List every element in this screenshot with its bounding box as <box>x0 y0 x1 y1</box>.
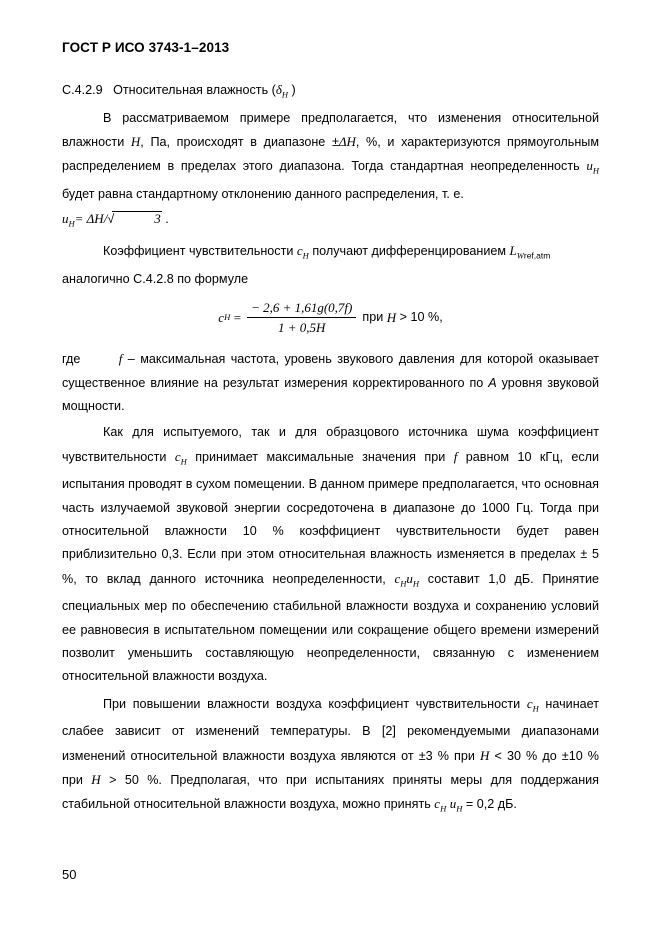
formula-cond-var: H <box>386 309 397 325</box>
p4-var-cu-u: u <box>406 570 413 586</box>
document-body <box>62 78 599 821</box>
p5-text-e: = 0,2 дБ. <box>465 797 517 812</box>
p2-var-l: L <box>509 243 517 259</box>
paragraph-3 <box>62 347 599 418</box>
p1-inline-formula <box>62 210 162 229</box>
p1-formula-slash: / <box>103 210 108 226</box>
section-heading <box>62 78 599 107</box>
p2-var-c-sub: H <box>302 250 309 261</box>
formula-cond-b: > 10 %, <box>399 309 443 324</box>
p1-text-a: В рассматриваемом примере предполагается, что изменения относительной влажности <box>62 110 599 150</box>
formula-numerator: − 2,6 + 1,61g(0,7f) <box>247 299 356 318</box>
p5-var-c-sub: H <box>532 703 539 714</box>
section-number: С.4.2.9 <box>62 83 103 97</box>
section-symbol-sub: H <box>281 89 289 100</box>
paragraph-1 <box>62 107 599 236</box>
p1-text-c: , %, и характеризуются прямоугольным распределением в пределах этого диапазона. Тогда стандартная неопределенность <box>62 135 599 174</box>
formula-ch <box>62 293 599 341</box>
p5-var-c: c <box>526 695 533 711</box>
p2-line2: аналогично С.4.2.8 по формуле <box>62 272 249 287</box>
formula-denominator: 1 + 0,5H <box>278 319 326 335</box>
p3-var-f: f <box>118 351 123 367</box>
p4-var-cu-u-sub: H <box>412 578 420 589</box>
p4-text-d: составит 1,0 дБ. Принятие специальных мер по обеспечению стабильной влажности воздуха и сохранению условий ее равновесия в испытательном помещении или сокращение общего времени измерений позволит уменьшить составляющую неопределенности, связанную с изменением относительной влажности воздуха. <box>62 571 600 684</box>
paragraph-5 <box>62 692 599 822</box>
page-number: 50 <box>62 867 77 882</box>
section-symbol: δ <box>275 82 282 97</box>
p5-var-cu-u: u <box>449 796 457 812</box>
p5-text-c: < 30 % до ±10 % при <box>62 748 600 788</box>
formula-cond-a: при <box>362 309 384 324</box>
p4-var-c-sub: H <box>180 456 187 467</box>
p1-var-h: H <box>130 134 141 150</box>
p4-text-a: Как для испытуемого, так и для образцового источника шума коэффициент чувствительности <box>62 425 599 464</box>
standard-header: ГОСТ Р ИСО 3743-1–2013 <box>62 40 230 55</box>
p5-var-cu-c: c <box>434 796 441 812</box>
paragraph-2-line-2 <box>62 268 599 291</box>
p3-text: – максимальная частота, уровень звукового давления для которой оказывает существенное влияние на результат измерения корректированного по <box>62 352 600 390</box>
p3-var-a: А <box>488 375 497 390</box>
p5-text-a: При повышении влажности воздуха коэффициент чувствительности <box>103 696 521 711</box>
p3-end: уровня звуковой мощности. <box>62 375 599 414</box>
formula-eq: = <box>233 309 242 325</box>
p1-formula-u: u <box>62 210 69 226</box>
section-title: Относительная влажность ( <box>113 83 276 97</box>
p2-var-l-sub: W <box>516 250 524 261</box>
p1-formula-three: 3 <box>112 211 162 226</box>
p5-var-h1: H <box>479 747 490 763</box>
p5-var-cu-u-sub: H <box>456 803 463 814</box>
p1-var-u-sub: H <box>592 165 600 176</box>
p1-formula-eq: = ΔH <box>74 210 104 226</box>
p4-text-b: принимает максимальные значения при <box>195 449 446 464</box>
p5-var-cu-c-sub: H <box>440 803 447 814</box>
p5-text-b: начинает слабее зависит от изменений температуры. В [2] рекомендуемыми диапазонами изменений относительной влажности воздуха являются от ±3 % при <box>62 696 600 763</box>
formula-lhs: c <box>218 309 225 325</box>
paragraph-2 <box>62 239 599 268</box>
p1-text-d: будет равна стандартному отклонению данного распределения, т. е. <box>62 187 464 202</box>
p4-var-cu-c-sub: H <box>400 578 407 589</box>
p1-formula-root: √ <box>107 211 115 226</box>
p1-text-b: , Па, происходят в диапазоне ± <box>140 135 339 150</box>
p5-text-d: > 50 %. Предполагая, что при испытаниях приняты меры для поддержания стабильной относительной влажности воздуха, можно принять <box>62 773 599 812</box>
p1-end: . <box>165 211 169 226</box>
p4-var-c: c <box>174 448 181 464</box>
p2-var-c: c <box>296 243 303 259</box>
p5-var-h2: H <box>91 772 101 788</box>
p3-where: где <box>62 352 81 367</box>
p2-text-b: получают дифференцированием <box>312 244 507 259</box>
paragraph-4 <box>62 421 599 688</box>
section-close: ) <box>291 83 296 97</box>
p2-var-l-sub2: ref,atm <box>523 250 551 261</box>
p1-var-dh: ΔH <box>338 134 356 150</box>
p4-var-f: f <box>453 448 458 464</box>
formula-fraction <box>247 299 356 336</box>
p4-var-cu-c: c <box>394 570 401 586</box>
p1-formula-u-sub: H <box>68 218 75 229</box>
formula-lhs-sub: H <box>224 311 231 322</box>
p4-text-c: равном 10 кГц, если испытания проводят в сухом помещении. В данном примере предполагается, что основная часть излучаемой звуковой энергии сосредоточена в диапазоне до 1000 Гц. Тогда при относительной влажности 10 % коэффициент чувствительности будет равен приблизительно 0,3. Если при этом относительная влажность изменяется в пределах ± 5 %, то вклад данного источника неопределенности, <box>62 449 600 586</box>
p2-text-a: Коэффициент чувствительности <box>103 244 294 259</box>
p1-var-u: u <box>586 158 593 174</box>
